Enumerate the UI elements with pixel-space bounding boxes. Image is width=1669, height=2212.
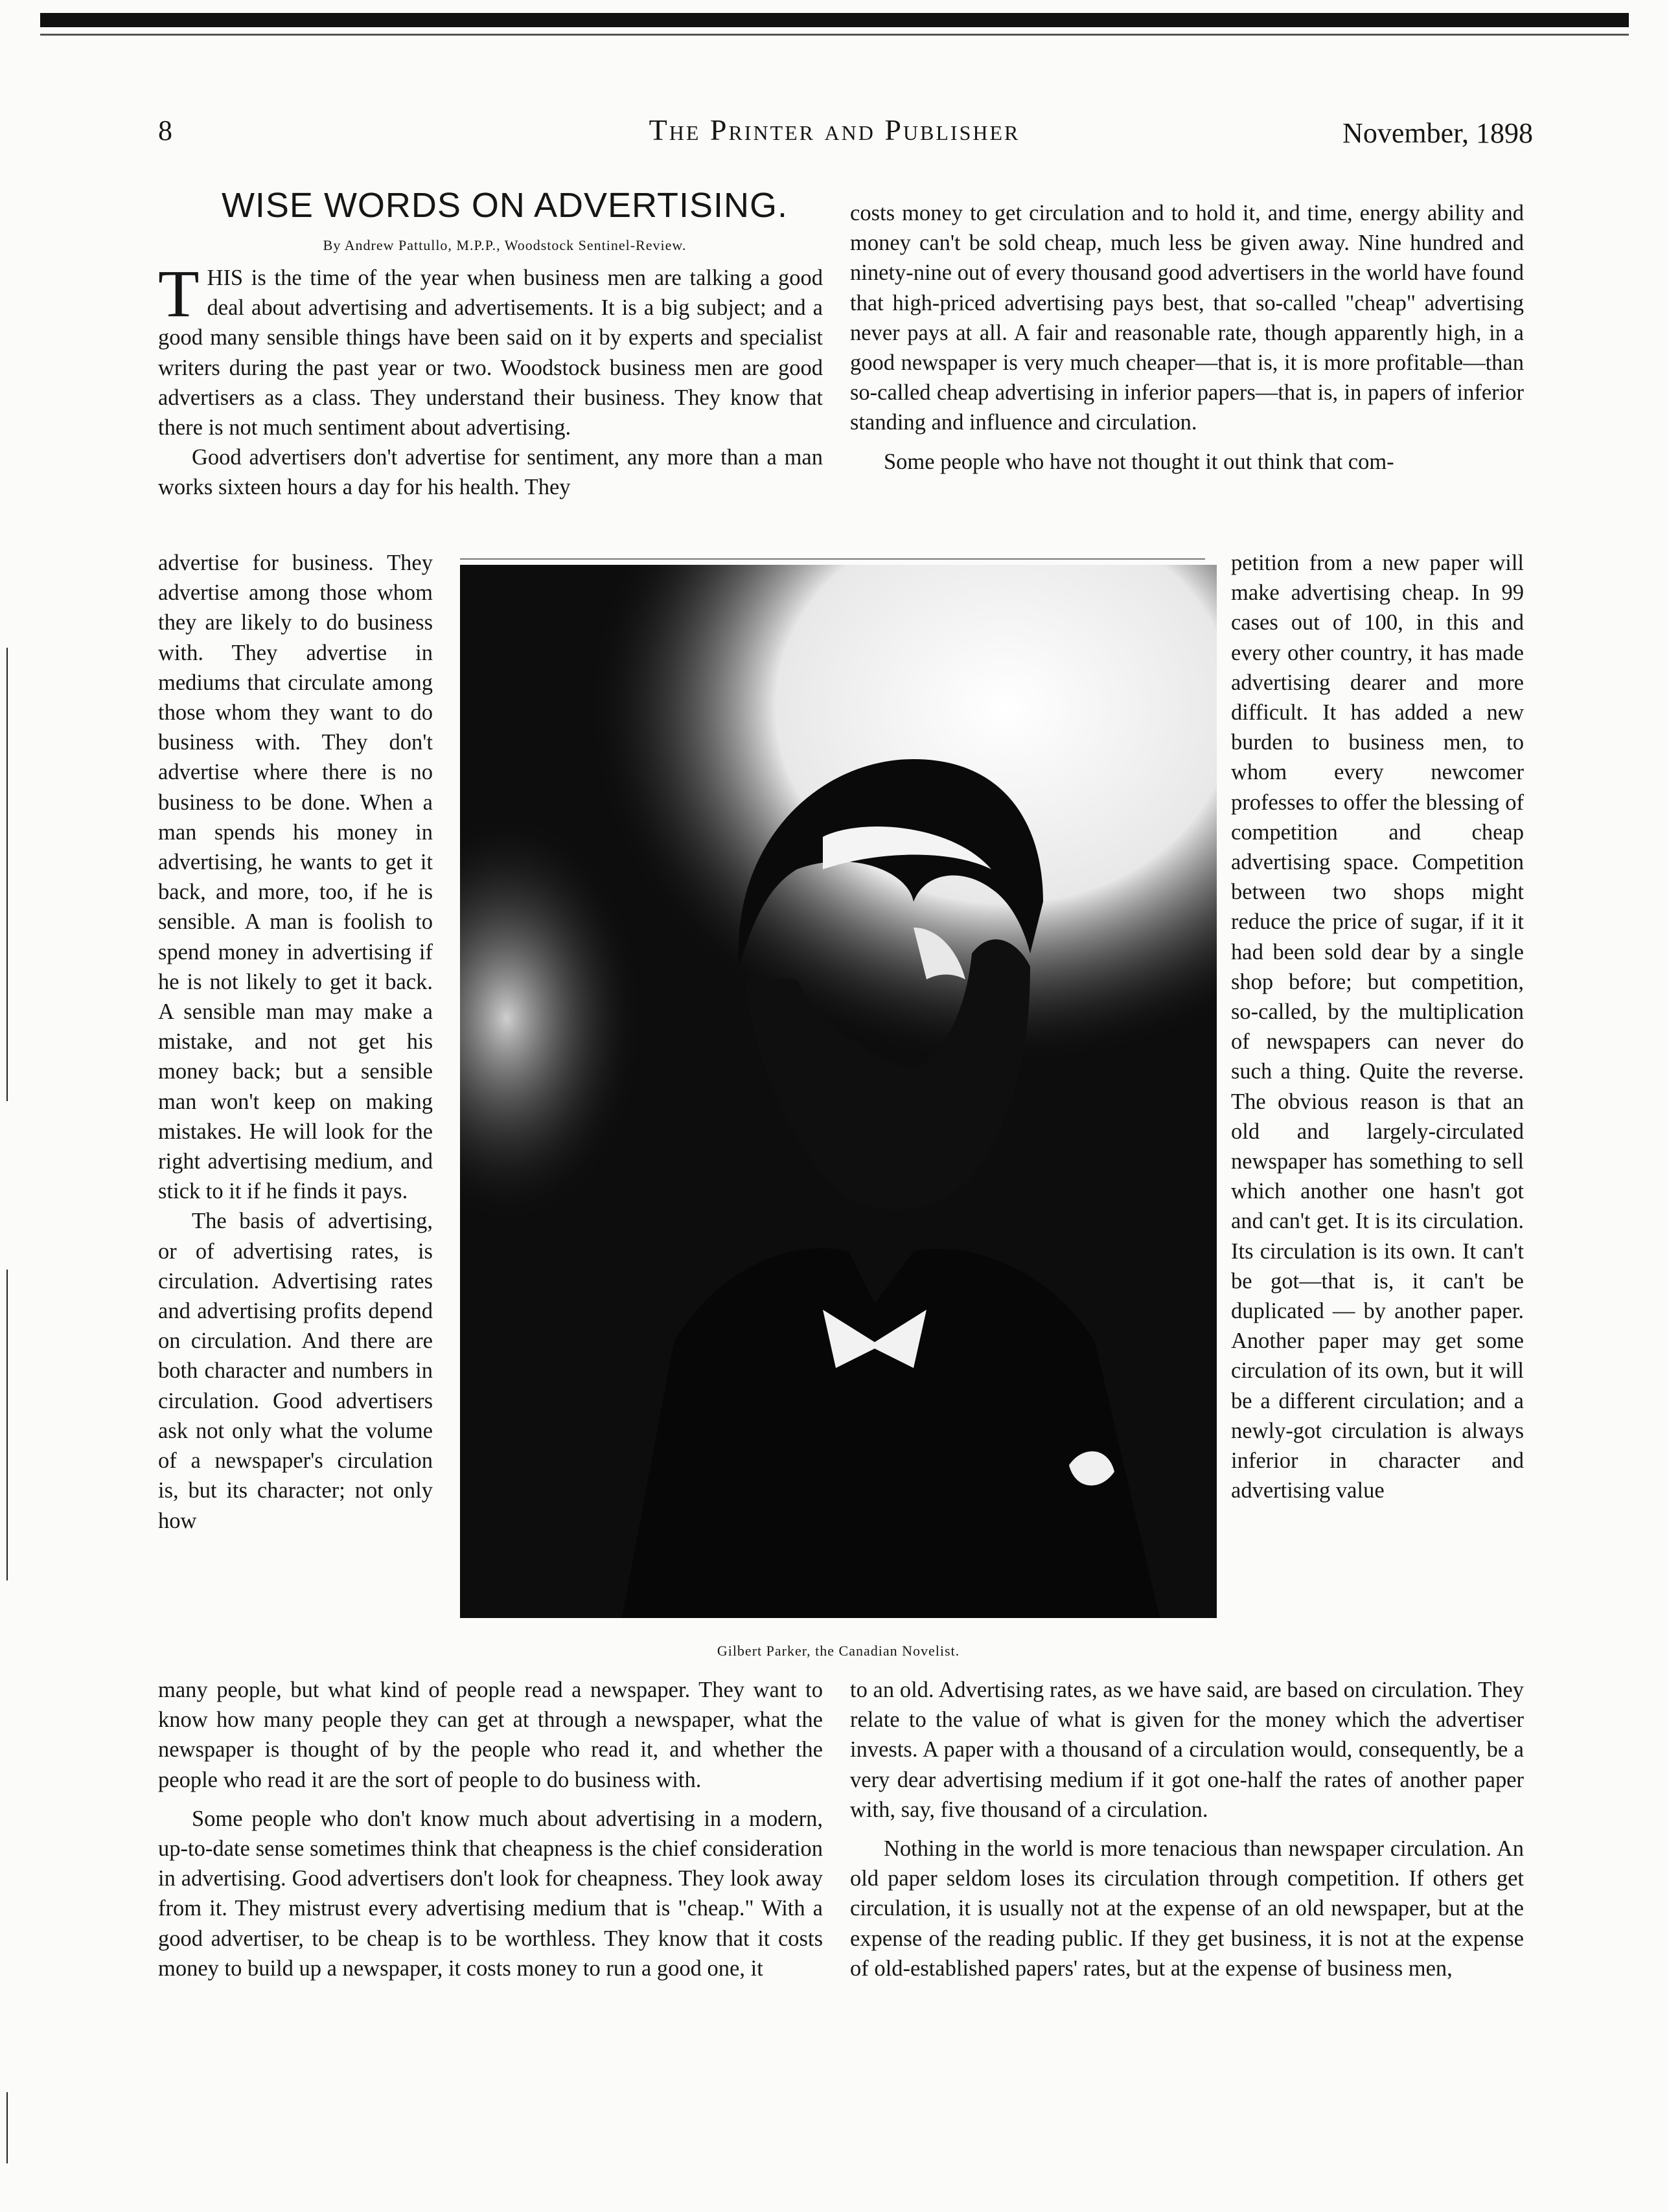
paragraph-1-text: HIS is the time of the year when business men are talking a good deal about advertising and advertisements. It is a big subject; and a good many sensible things have been said on it by experts and specialist writers during the past year or two. Woodstock business men are good advertisers as a class. They understand their business. They know that there is not much sentiment about advertising. [158,266,823,440]
scan-margin-mark [6,2092,8,2163]
right-paragraph-2-wide: Some people who have not thought it out think that com- [884,449,1394,474]
article-title: WISE WORDS ON ADVERTISING. [221,186,788,225]
figure-top-rule [460,558,1205,560]
article-byline: By Andrew Pattullo, M.P.P., Woodstock Sentinel-Review. [323,237,687,253]
right-paragraph-3: Nothing in the world is more tenacious than newspaper circulation. An old paper seldom loses its circulation through competition. If others get circulation, it is usually not at the expense of an old newspaper, but at the expense of the reading public. If they get business, it is not at the expense of old-established papers' rates, but at the expense of business men, [850,1836,1524,1981]
right-paragraph-1: costs money to get circulation and to hold it, and time, energy ability and money can't be sold cheap, much less be given away. Nine hundred and ninety-nine out of every thousand good advertisers in the world have found that high-priced advertising pays best, that so-called "cheap" advertising never pays at all. A fair and reasonable rate, though apparently high, in a good newspaper is very much cheaper—that is, it is more profitable—than so-called cheap advertising in inferior papers—that is, in papers of inferior standing and influence and circulation. [850,201,1524,435]
portrait-illustration [460,565,1217,1618]
journal-title: The Printer and Publisher [649,113,1020,146]
right-paragraph-2-end: to an old. Advertising rates, as we have said, are based on circulation. They relate to the value of what is given for the money which the advertiser invests. A paper with a thousand of a circulation would, consequently, be a very dear advertising medium if it got one-half the rates of another paper with, say, five thousand of a circulation. [850,1678,1524,1822]
scan-margin-mark [6,1270,8,1580]
paragraph-2-narrow: advertise for business. They advertise among those whom they are likely to do business with. They advertise in mediums that circulate among those whom they want to do business with. They don't advertise where there is no business to be done. When a man spends his money in advertising, he wants to get it back, and more, too, if he is sensible. A man is foolish to spend money in advertising if he is not likely to get it back. A sensible man may make a mistake, and not get his money back; but a sensible man won't keep on making mistakes. He will look for the right advertising medium, and stick to it if he finds it pays. [158,551,433,1204]
figure-caption: Gilbert Parker, the Canadian Novelist. [717,1643,960,1659]
top-border-hairline [40,34,1629,36]
issue-date: November, 1898 [1342,117,1533,149]
right-paragraph-2-narrow: petition from a new paper will make advertising cheap. In 99 cases out of 100, in this and every other country, it has made advertising dearer and more difficult. It has added a new burden to business men, to whom every newcomer professes to offer the blessing of competition and cheap advertising space. Competition between two shops might reduce the price of sugar, if it it had been sold dear by a single shop before; but competition, so-called, by the multiplication of newspapers can never do such a thing. Quite the reverse. The obvious reason is that an old and largely-circulated newspaper has something to sell which another one hasn't got and can't get. It is its circulation. Its circulation is its own. It can't be got—that is, it can't be duplicated — by another paper. Another paper may get some circulation of its own, but it will be a different circulation; and a newly-got circulation is always inferior in character and advertising value [1231,551,1524,1503]
right-column-bottom [850,1675,1524,1983]
left-column-bottom [158,1675,823,1983]
left-column-narrow [158,548,433,1536]
paragraph-2-wide: Good advertisers don't advertise for sentiment, any more than a man works sixteen hours a day for his health. They [158,445,823,500]
drop-cap: T [158,257,200,331]
right-column-narrow [1231,548,1524,1506]
scan-margin-mark [6,648,8,1101]
paragraph-3-wide: many people, but what kind of people read a newspaper. They want to know how many people they can get at through a newspaper, what the newspaper is thought of by the people who read it, and whether the people who read it are the sort of people to do business with. [158,1678,823,1792]
right-column-top [850,198,1524,477]
left-column-top [158,257,823,503]
paragraph-3-narrow: The basis of advertising, or of advertising rates, is circulation. Advertising rates and advertising profits depend on circulation. And there are both character and numbers in circulation. Good advertisers ask not only what the volume of a newspaper's circulation is, but its character; not only how [158,1209,433,1533]
portrait-photo [460,565,1217,1618]
top-border-rule [40,13,1629,27]
paragraph-4: Some people who don't know much about advertising in a modern, up-to-date sense sometimes think that cheapness is the chief consideration in advertising. Good advertisers don't look for cheapness. They look away from it. They mistrust every advertising medium that is "cheap." With a good advertiser, to be cheap is to be worthless. They know that it costs money to build up a newspaper, it costs money to run a good one, it [158,1806,823,1981]
paragraph-1 [158,257,823,442]
page-number: 8 [158,115,172,146]
